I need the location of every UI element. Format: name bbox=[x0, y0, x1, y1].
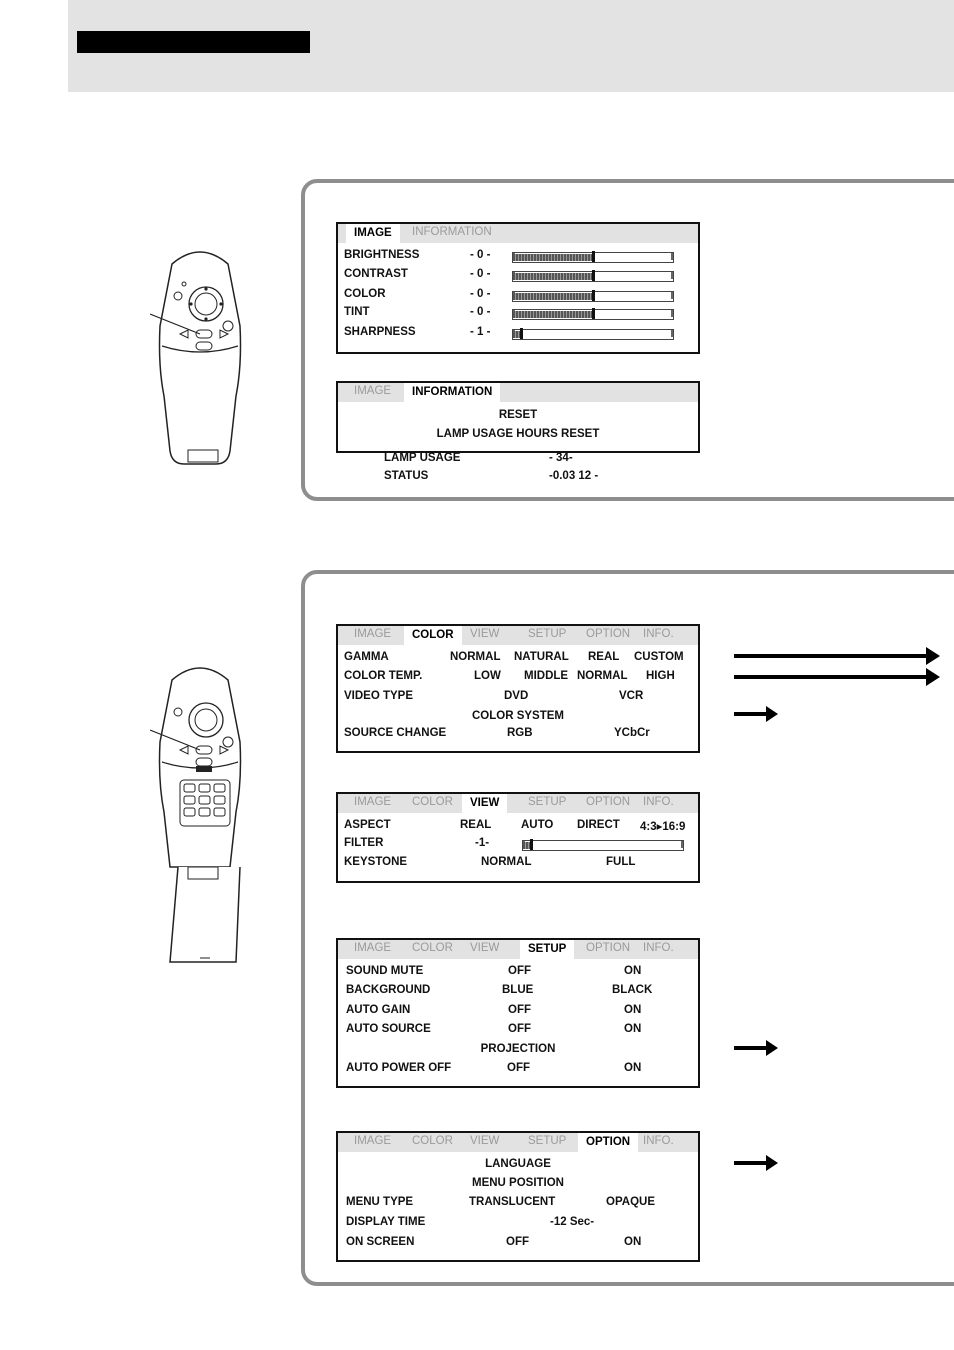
setting-label: AUTO GAIN bbox=[346, 1004, 411, 1016]
information-menu-tabs bbox=[338, 383, 698, 402]
menu-position-item[interactable]: MENU POSITION bbox=[471, 1177, 564, 1189]
setting-option-b[interactable]: ON bbox=[624, 1023, 642, 1035]
video-type-label: VIDEO TYPE bbox=[344, 690, 414, 702]
information-menu-panel bbox=[336, 381, 700, 453]
source-change-ycbcr-option[interactable]: YCbCr bbox=[614, 727, 650, 739]
option-menu-panel bbox=[336, 1131, 700, 1262]
setting-option-a[interactable]: BLUE bbox=[502, 984, 534, 996]
keystone-label: KEYSTONE bbox=[344, 856, 408, 868]
header-title-bar bbox=[77, 31, 310, 53]
setting-label: TINT bbox=[344, 306, 370, 318]
setting-value: - 1 - bbox=[470, 326, 491, 338]
tab-color[interactable]: COLOR bbox=[412, 796, 453, 808]
color-temp-label: COLOR TEMP. bbox=[344, 670, 423, 682]
on-screen-label: ON SCREEN bbox=[346, 1236, 415, 1248]
setting-value: - 0 - bbox=[470, 249, 491, 261]
auto-power-off-label: AUTO POWER OFF bbox=[346, 1062, 452, 1074]
auto-power-off-off-option[interactable]: OFF bbox=[507, 1062, 530, 1074]
setting-option-b[interactable]: ON bbox=[624, 1004, 642, 1016]
setting-slider[interactable] bbox=[512, 252, 674, 263]
on-screen-on-option[interactable]: ON bbox=[624, 1236, 642, 1248]
aspect-direct-option[interactable]: DIRECT bbox=[577, 819, 620, 831]
tab-color[interactable]: COLOR bbox=[412, 942, 453, 954]
image-setting-row bbox=[344, 249, 692, 267]
menu-type-translucent-option[interactable]: TRANSLUCENT bbox=[469, 1196, 556, 1208]
setting-label: SHARPNESS bbox=[344, 326, 416, 338]
gamma-custom-option[interactable]: CUSTOM bbox=[634, 651, 684, 663]
gamma-label: GAMMA bbox=[344, 651, 389, 663]
filter-label: FILTER bbox=[344, 837, 384, 849]
status-value: -0.03 12 - bbox=[549, 470, 599, 482]
image-menu-tabs bbox=[338, 224, 698, 243]
setting-value: - 0 - bbox=[470, 268, 491, 280]
view-menu-tabs bbox=[338, 794, 698, 813]
image-setting-row bbox=[344, 288, 692, 306]
lamp-usage-value: - 34- bbox=[549, 452, 573, 464]
aspect-real-option[interactable]: REAL bbox=[460, 819, 492, 831]
aspect-label: ASPECT bbox=[344, 819, 391, 831]
display-time-row bbox=[344, 1216, 692, 1234]
setting-slider[interactable] bbox=[512, 309, 674, 320]
image-setting-row bbox=[344, 268, 692, 286]
tab-info[interactable]: INFO. bbox=[643, 942, 674, 954]
color-menu-panel bbox=[336, 624, 700, 753]
tab-view[interactable]: VIEW bbox=[470, 628, 500, 640]
auto-power-off-on-option[interactable]: ON bbox=[624, 1062, 642, 1074]
tab-info[interactable]: INFO. bbox=[643, 628, 674, 640]
auto-power-off-row bbox=[344, 1062, 692, 1080]
on-screen-off-option[interactable]: OFF bbox=[506, 1236, 529, 1248]
view-menu-panel bbox=[336, 792, 700, 883]
setup-menu-panel bbox=[336, 938, 700, 1088]
filter-value: -1- bbox=[475, 837, 490, 849]
tab-image[interactable]: IMAGE bbox=[354, 796, 392, 808]
setup-setting-row bbox=[344, 965, 692, 983]
menu-type-opaque-option[interactable]: OPAQUE bbox=[606, 1196, 655, 1208]
gamma-normal-option[interactable]: NORMAL bbox=[450, 651, 501, 663]
video-type-dvd-option[interactable]: DVD bbox=[504, 690, 529, 702]
display-time-value[interactable]: -12 Sec- bbox=[550, 1216, 595, 1228]
aspect-row bbox=[344, 819, 692, 837]
setting-label: BACKGROUND bbox=[346, 984, 431, 996]
status-label: STATUS bbox=[384, 470, 429, 482]
source-change-row bbox=[344, 727, 692, 745]
gamma-natural-option[interactable]: NATURAL bbox=[514, 651, 569, 663]
menu-type-row bbox=[344, 1196, 692, 1214]
image-menu-panel bbox=[336, 222, 700, 354]
tab-info[interactable]: INFO. bbox=[643, 796, 674, 808]
tab-image[interactable]: IMAGE bbox=[346, 224, 400, 243]
tab-option[interactable]: OPTION bbox=[578, 1133, 638, 1152]
tab-setup[interactable]: SETUP bbox=[520, 940, 574, 959]
setting-value: - 0 - bbox=[470, 306, 491, 318]
projection-item[interactable]: PROJECTION bbox=[480, 1043, 556, 1055]
remote-control-closed-icon bbox=[150, 246, 250, 468]
menu-type-label: MENU TYPE bbox=[346, 1196, 414, 1208]
setting-option-a[interactable]: OFF bbox=[508, 965, 531, 977]
keystone-normal-option[interactable]: NORMAL bbox=[481, 856, 532, 868]
remote-control-open-icon bbox=[150, 662, 250, 964]
image-setting-row bbox=[344, 326, 692, 344]
gamma-real-option[interactable]: REAL bbox=[588, 651, 620, 663]
source-change-label: SOURCE CHANGE bbox=[344, 727, 447, 739]
tab-setup[interactable]: SETUP bbox=[528, 628, 567, 640]
display-time-label: DISPLAY TIME bbox=[346, 1216, 426, 1228]
source-change-rgb-option[interactable]: RGB bbox=[507, 727, 533, 739]
lamp-usage-label: LAMP USAGE bbox=[384, 452, 461, 464]
filter-slider[interactable] bbox=[522, 840, 684, 851]
tab-view[interactable]: VIEW bbox=[462, 794, 507, 813]
tab-setup[interactable]: SETUP bbox=[528, 1135, 567, 1147]
color-system-item[interactable]: COLOR SYSTEM bbox=[471, 710, 564, 722]
image-setting-row bbox=[344, 306, 692, 324]
arrow-right-icon bbox=[734, 1161, 770, 1165]
tab-option[interactable]: OPTION bbox=[586, 942, 631, 954]
arrow-right-icon bbox=[734, 712, 770, 716]
setting-slider[interactable] bbox=[512, 271, 674, 282]
color-menu-tabs bbox=[338, 626, 698, 645]
tab-information[interactable]: INFORMATION bbox=[404, 383, 500, 402]
tab-color[interactable]: COLOR bbox=[404, 626, 462, 645]
setting-option-b[interactable]: BLACK bbox=[612, 984, 653, 996]
tab-image[interactable]: IMAGE bbox=[354, 628, 392, 640]
setting-label: SOUND MUTE bbox=[346, 965, 424, 977]
setup-setting-row bbox=[344, 1004, 692, 1022]
video-type-row bbox=[344, 690, 692, 708]
tab-image[interactable]: IMAGE bbox=[354, 385, 392, 397]
reset-item[interactable]: RESET bbox=[498, 409, 538, 421]
on-screen-row bbox=[344, 1236, 692, 1254]
setting-option-a[interactable]: OFF bbox=[508, 1023, 531, 1035]
option-menu-tabs bbox=[338, 1133, 698, 1152]
color-temp-normal-option[interactable]: NORMAL bbox=[577, 670, 628, 682]
lamp-usage-hours-reset-item[interactable]: LAMP USAGE HOURS RESET bbox=[436, 428, 600, 440]
setting-label: COLOR bbox=[344, 288, 386, 300]
setting-option-a[interactable]: OFF bbox=[508, 1004, 531, 1016]
arrow-right-icon bbox=[734, 1046, 770, 1050]
color-temp-low-option[interactable]: LOW bbox=[474, 670, 501, 682]
setting-option-b[interactable]: ON bbox=[624, 965, 642, 977]
tab-option[interactable]: OPTION bbox=[586, 628, 631, 640]
filter-row bbox=[344, 837, 692, 855]
arrow-right-icon bbox=[734, 675, 930, 679]
tab-view[interactable]: VIEW bbox=[470, 1135, 500, 1147]
setting-label: AUTO SOURCE bbox=[346, 1023, 431, 1035]
tab-information[interactable]: INFORMATION bbox=[412, 226, 492, 238]
color-temp-middle-option[interactable]: MIDDLE bbox=[524, 670, 569, 682]
setup-menu-tabs bbox=[338, 940, 698, 959]
keystone-row bbox=[344, 856, 692, 874]
tab-setup[interactable]: SETUP bbox=[528, 796, 567, 808]
video-type-vcr-option[interactable]: VCR bbox=[619, 690, 644, 702]
color-temp-high-option[interactable]: HIGH bbox=[646, 670, 675, 682]
color-temp-row bbox=[344, 670, 692, 688]
setting-slider[interactable] bbox=[512, 329, 674, 340]
tab-option[interactable]: OPTION bbox=[586, 796, 631, 808]
keystone-full-option[interactable]: FULL bbox=[606, 856, 636, 868]
tab-color[interactable]: COLOR bbox=[412, 1135, 453, 1147]
tab-image[interactable]: IMAGE bbox=[354, 942, 392, 954]
setting-label: CONTRAST bbox=[344, 268, 408, 280]
setting-slider[interactable] bbox=[512, 291, 674, 302]
tab-image[interactable]: IMAGE bbox=[354, 1135, 392, 1147]
arrow-right-icon bbox=[734, 654, 930, 658]
tab-info[interactable]: INFO. bbox=[643, 1135, 674, 1147]
setup-setting-row bbox=[344, 1023, 692, 1041]
setting-value: - 0 - bbox=[470, 288, 491, 300]
aspect-auto-option[interactable]: AUTO bbox=[521, 819, 554, 831]
setup-setting-row bbox=[344, 984, 692, 1002]
aspect-4-3-16-9-option[interactable]: 4:3▸16:9 bbox=[640, 821, 686, 833]
gamma-row bbox=[344, 651, 692, 669]
tab-view[interactable]: VIEW bbox=[470, 942, 500, 954]
setting-label: BRIGHTNESS bbox=[344, 249, 420, 261]
language-item[interactable]: LANGUAGE bbox=[485, 1158, 551, 1170]
